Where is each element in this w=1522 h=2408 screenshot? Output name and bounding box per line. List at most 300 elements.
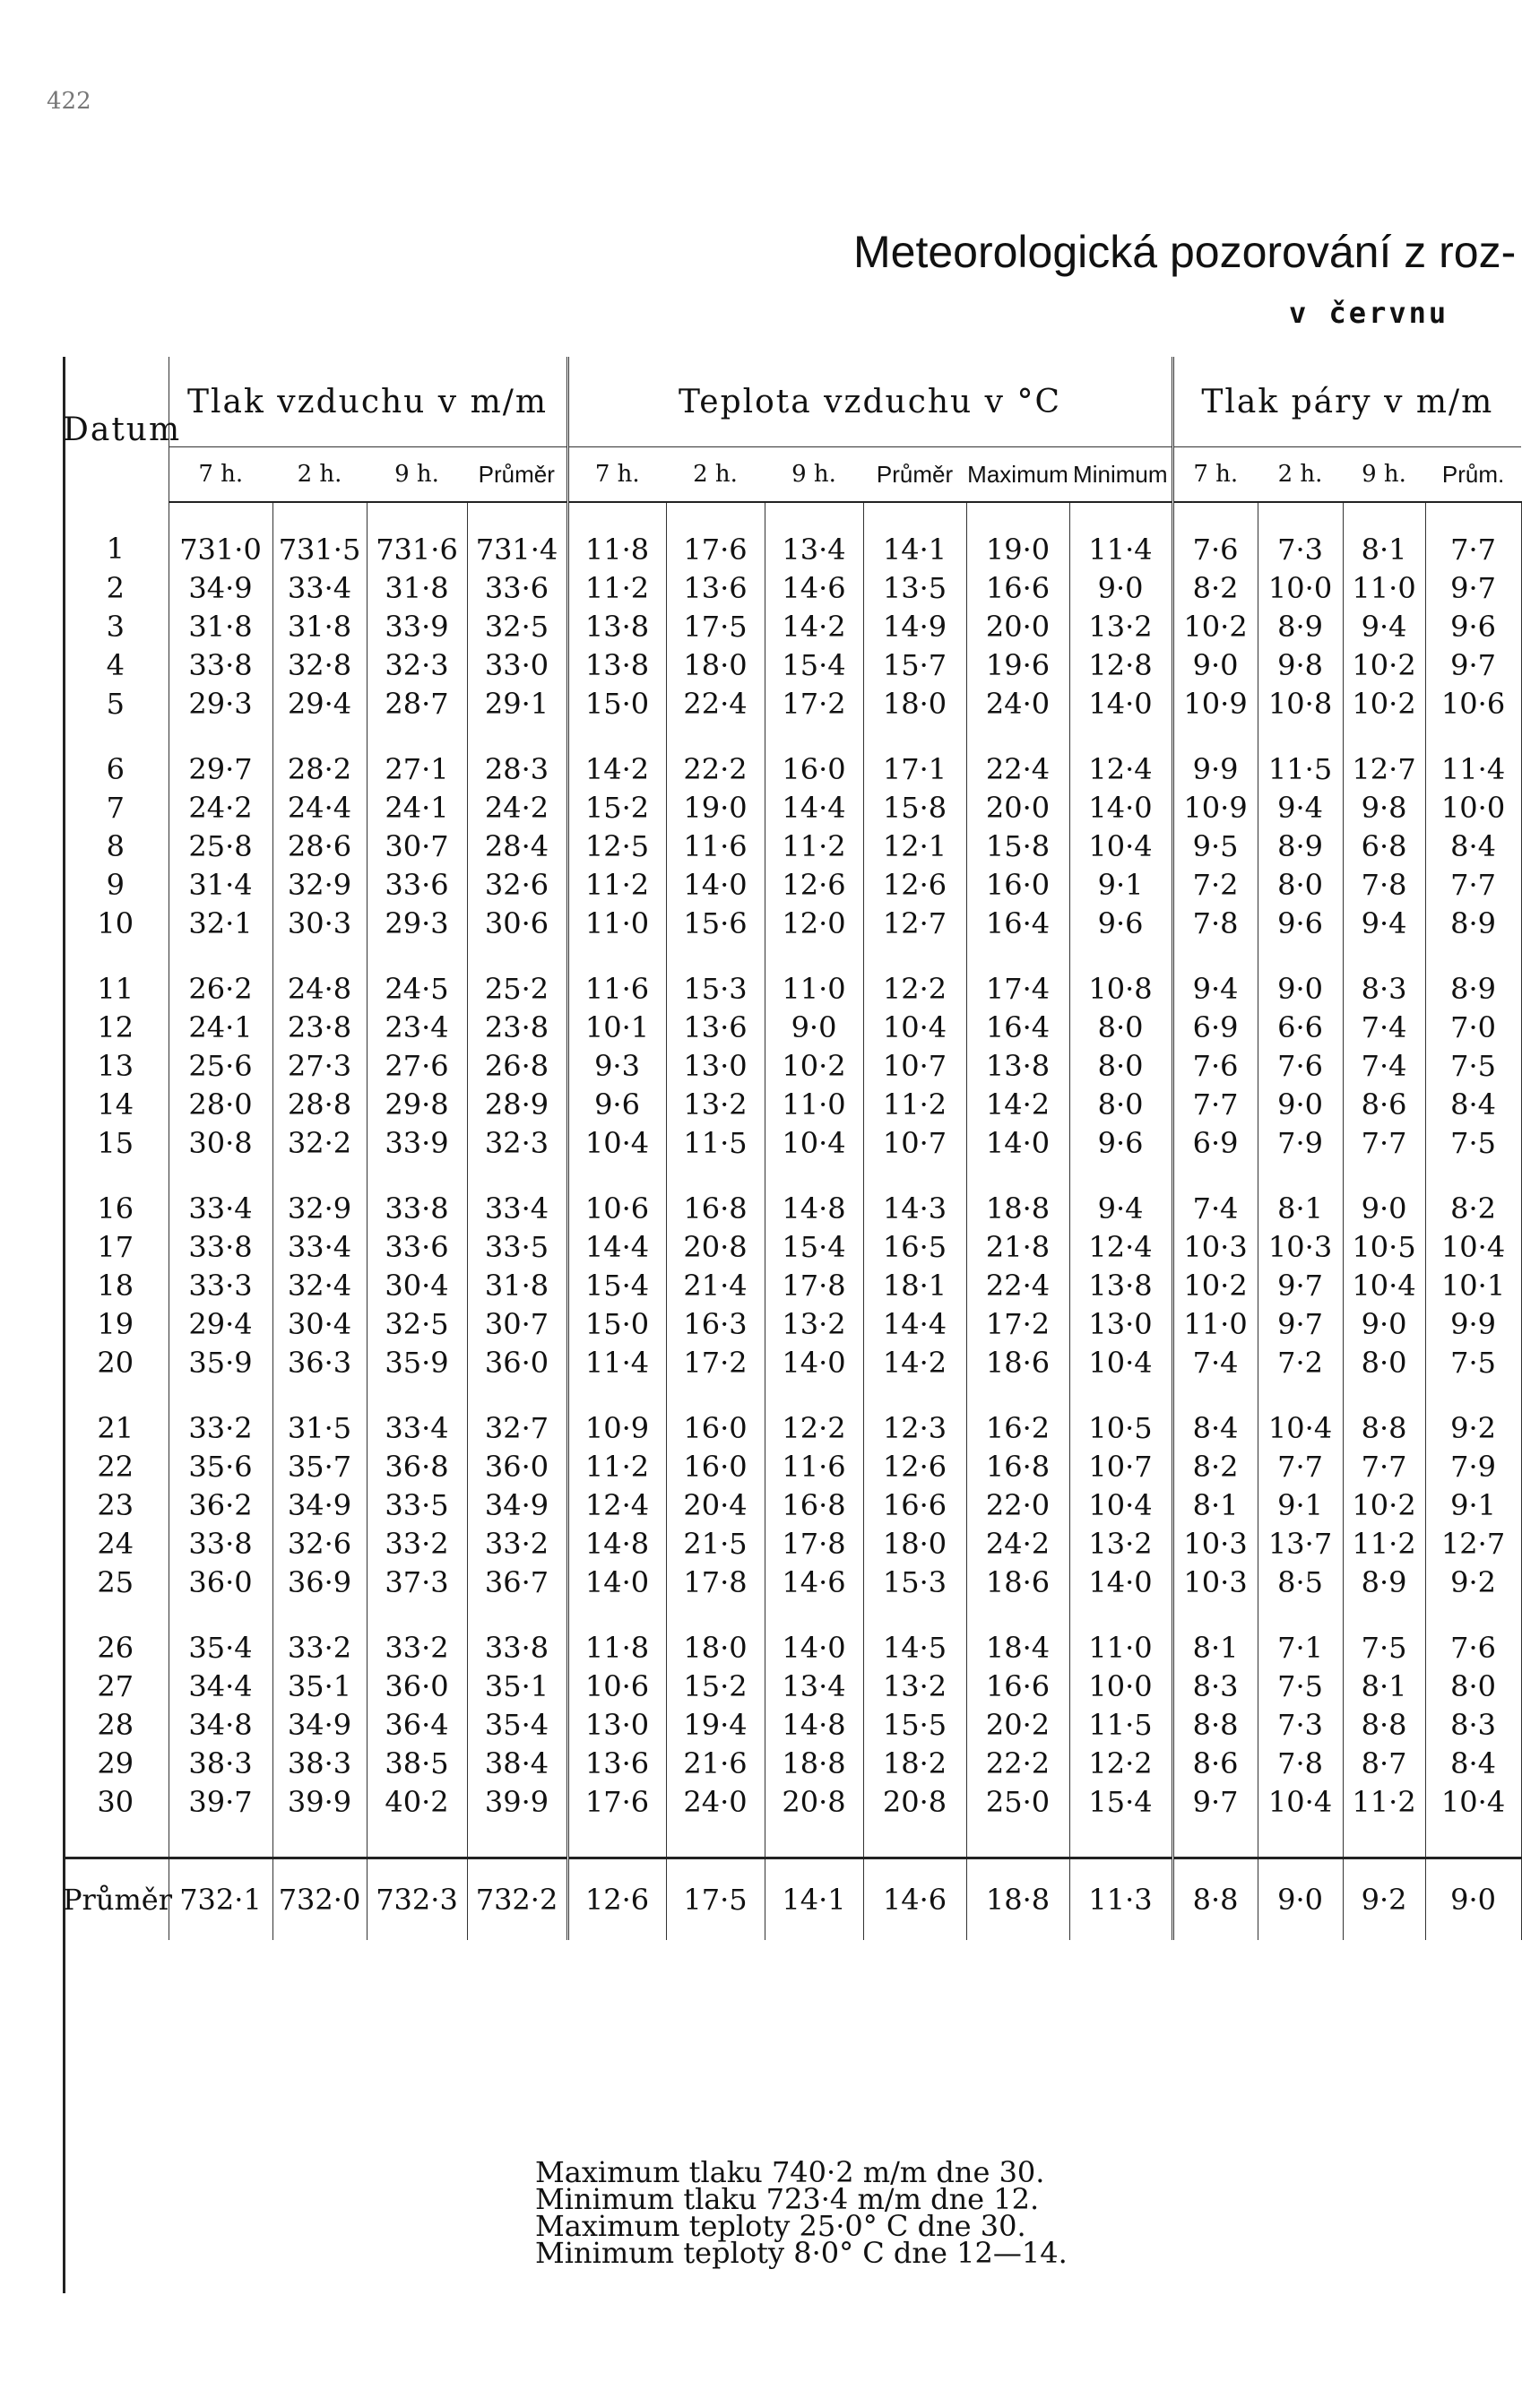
temperature-cell: 15·0 (567, 1304, 666, 1343)
temperature-cell: 10·7 (863, 1046, 966, 1085)
temperature-cell: 10·4 (765, 1123, 863, 1162)
vapour-cell: 7·7 (1425, 502, 1521, 568)
temperature-cell: 14·2 (765, 607, 863, 645)
spacer-cell (1343, 1601, 1425, 1628)
spacer-cell (1069, 942, 1172, 969)
vapour-cell: 9·8 (1258, 645, 1343, 684)
temperature-cell: 20·8 (765, 1782, 863, 1858)
pressure-cell: 39·7 (169, 1782, 272, 1858)
datum-header: Datum (63, 357, 169, 502)
temperature-cell: 16·6 (966, 568, 1069, 607)
temperature-cell: 21·5 (666, 1524, 765, 1563)
spacer-cell (1172, 1382, 1258, 1408)
pressure-cell: 36·8 (367, 1447, 467, 1486)
pressure-cell: 732·0 (272, 1858, 367, 1941)
temperature-cell: 17·2 (765, 684, 863, 723)
spacer-cell (367, 1162, 467, 1189)
spacer-cell (863, 1162, 966, 1189)
vapour-cell: 7·8 (1343, 865, 1425, 904)
vapour-cell: 8·4 (1425, 1085, 1521, 1123)
vapour-cell: 9·7 (1172, 1782, 1258, 1858)
temperature-cell: 16·8 (966, 1447, 1069, 1486)
vapour-cell: 7·1 (1258, 1628, 1343, 1667)
temperature-cell: 20·8 (863, 1782, 966, 1858)
vapour-cell: 10·5 (1343, 1227, 1425, 1266)
pressure-cell: 35·4 (169, 1628, 272, 1667)
vapour-cell: 8·6 (1172, 1744, 1258, 1782)
pressure-cell: 732·3 (367, 1858, 467, 1941)
pressure-cell: 33·4 (169, 1189, 272, 1227)
pressure-cell: 29·4 (169, 1304, 272, 1343)
spacer-cell (1172, 1162, 1258, 1189)
temperature-cell: 10·7 (1069, 1447, 1172, 1486)
vapour-cell: 9·4 (1343, 607, 1425, 645)
vapour-cell: 7·4 (1172, 1189, 1258, 1227)
temperature-cell: 15·5 (863, 1705, 966, 1744)
date-cell: Průměr (63, 1858, 169, 1941)
vapour-group-header: Tlak páry v m/m (1201, 383, 1494, 420)
temperature-cell: 11·2 (863, 1085, 966, 1123)
spacer-cell (666, 1382, 765, 1408)
table-row (63, 684, 1521, 723)
date-cell: 6 (63, 749, 169, 788)
date-cell: 23 (63, 1486, 169, 1524)
pressure-cell: 24·1 (367, 788, 467, 827)
temperature-cell: 15·4 (567, 1266, 666, 1304)
temperature-cell: 11·0 (765, 1085, 863, 1123)
pressure-cell: 33·4 (467, 1189, 567, 1227)
temperature-cell: 15·4 (765, 1227, 863, 1266)
vapour-cell: 9·0 (1172, 645, 1258, 684)
date-cell: 28 (63, 1705, 169, 1744)
vapour-cell: 10·3 (1258, 1227, 1343, 1266)
temperature-cell: 11·5 (1069, 1705, 1172, 1744)
vapour-cell: 10·4 (1258, 1408, 1343, 1447)
pressure-cell: 33·6 (367, 1227, 467, 1266)
vapour-cell: 8·9 (1258, 827, 1343, 865)
pressure-cell: 27·1 (367, 749, 467, 788)
page-subtitle: v červnu (1289, 296, 1449, 330)
pressure-cell: 26·2 (169, 969, 272, 1008)
table-row (63, 1085, 1521, 1123)
vapour-cell: 10·1 (1425, 1266, 1521, 1304)
pressure-cell: 25·6 (169, 1046, 272, 1085)
pressure-cell: 33·6 (367, 865, 467, 904)
temperature-cell: 14·8 (765, 1189, 863, 1227)
table-row (63, 1486, 1521, 1524)
temperature-cell: 10·9 (567, 1408, 666, 1447)
pressure-7h-header: 7 h. (169, 447, 272, 503)
table-row (63, 904, 1521, 942)
pressure-cell: 27·3 (272, 1046, 367, 1085)
pressure-cell: 29·8 (367, 1085, 467, 1123)
table-row (63, 827, 1521, 865)
pressure-cell: 34·9 (272, 1486, 367, 1524)
spacer-cell (367, 723, 467, 749)
vapour-cell: 8·7 (1343, 1744, 1425, 1782)
vapour-cell: 8·4 (1425, 1744, 1521, 1782)
spacer-cell (966, 723, 1069, 749)
table-row (63, 1123, 1521, 1162)
temperature-cell: 17·8 (765, 1524, 863, 1563)
vapour-cell: 9·0 (1425, 1858, 1521, 1941)
vapour-cell: 9·2 (1425, 1563, 1521, 1601)
vapour-cell: 10·2 (1343, 1486, 1425, 1524)
table-row (63, 1782, 1521, 1858)
pressure-cell: 33·5 (467, 1227, 567, 1266)
pressure-cell: 33·4 (272, 568, 367, 607)
spacer-cell (467, 1162, 567, 1189)
pressure-cell: 32·5 (467, 607, 567, 645)
vapour-9h-header: 9 h. (1343, 447, 1425, 503)
vapour-cell: 8·8 (1172, 1705, 1258, 1744)
spacer-cell (863, 1601, 966, 1628)
temperature-cell: 12·6 (765, 865, 863, 904)
temperature-cell: 22·2 (966, 1744, 1069, 1782)
temperature-cell: 14·0 (567, 1563, 666, 1601)
vapour-cell: 7·3 (1258, 502, 1343, 568)
temperature-cell: 10·4 (567, 1123, 666, 1162)
temperature-cell: 11·6 (765, 1447, 863, 1486)
pressure-cell: 38·3 (169, 1744, 272, 1782)
pressure-cell: 731·0 (169, 502, 272, 568)
date-cell: 29 (63, 1744, 169, 1782)
temperature-cell: 19·6 (966, 645, 1069, 684)
pressure-cell: 38·5 (367, 1744, 467, 1782)
pressure-cell: 35·7 (272, 1447, 367, 1486)
vapour-cell: 8·1 (1258, 1189, 1343, 1227)
pressure-group-header: Tlak vzduchu v m/m (169, 357, 567, 447)
spacer-cell (1343, 1382, 1425, 1408)
date-cell: 15 (63, 1123, 169, 1162)
temperature-cell: 17·1 (863, 749, 966, 788)
temperature-cell: 11·5 (666, 1123, 765, 1162)
vapour-cell: 10·4 (1343, 1266, 1425, 1304)
vapour-cell: 7·0 (1425, 1008, 1521, 1046)
temperature-cell: 13·5 (863, 568, 966, 607)
temperature-cell: 16·2 (966, 1408, 1069, 1447)
pressure-cell: 32·2 (272, 1123, 367, 1162)
temperature-cell: 12·1 (863, 827, 966, 865)
temperature-cell: 13·2 (863, 1667, 966, 1705)
temperature-cell: 12·8 (1069, 645, 1172, 684)
row-group-spacer (63, 942, 1521, 969)
vapour-cell: 11·0 (1172, 1304, 1258, 1343)
pressure-cell: 34·4 (169, 1667, 272, 1705)
vapour-cell: 10·2 (1343, 645, 1425, 684)
temperature-cell: 11·8 (567, 1628, 666, 1667)
pressure-cell: 33·4 (272, 1227, 367, 1266)
temperature-cell: 11·4 (1069, 502, 1172, 568)
temperature-maximum-header: Maximum (966, 447, 1069, 503)
vapour-cell: 9·0 (1258, 1085, 1343, 1123)
page-number: 422 (47, 88, 91, 115)
temperature-cell: 14·3 (863, 1189, 966, 1227)
table-row (63, 1008, 1521, 1046)
temperature-cell: 17·5 (666, 1858, 765, 1941)
pressure-cell: 30·4 (272, 1304, 367, 1343)
temperature-cell: 10·7 (863, 1123, 966, 1162)
pressure-cell: 24·4 (272, 788, 367, 827)
pressure-cell: 23·8 (272, 1008, 367, 1046)
pressure-cell: 32·7 (467, 1408, 567, 1447)
vapour-cell: 10·2 (1343, 684, 1425, 723)
temperature-cell: 24·0 (966, 684, 1069, 723)
vapour-cell: 10·2 (1172, 1266, 1258, 1304)
pressure-9h-header: 9 h. (367, 447, 467, 503)
vapour-cell: 10·9 (1172, 684, 1258, 723)
pressure-cell: 30·6 (467, 904, 567, 942)
temperature-cell: 19·0 (966, 502, 1069, 568)
pressure-cell: 30·8 (169, 1123, 272, 1162)
temperature-cell: 11·6 (567, 969, 666, 1008)
pressure-cell: 29·3 (367, 904, 467, 942)
temperature-cell: 17·8 (666, 1563, 765, 1601)
pressure-cell: 28·2 (272, 749, 367, 788)
temperature-cell: 17·5 (666, 607, 765, 645)
temperature-cell: 9·6 (1069, 904, 1172, 942)
vapour-cell: 8·2 (1172, 1447, 1258, 1486)
table-row (63, 1563, 1521, 1601)
temperature-cell: 13·0 (666, 1046, 765, 1085)
temperature-cell: 13·8 (567, 607, 666, 645)
pressure-cell: 28·0 (169, 1085, 272, 1123)
pressure-cell: 33·9 (367, 607, 467, 645)
spacer-cell (169, 1601, 272, 1628)
vapour-cell: 9·7 (1425, 568, 1521, 607)
table-row (63, 1744, 1521, 1782)
temperature-cell: 9·3 (567, 1046, 666, 1085)
vapour-cell: 7·9 (1425, 1447, 1521, 1486)
table-row (63, 1408, 1521, 1447)
pressure-cell: 32·9 (272, 1189, 367, 1227)
temperature-cell: 13·2 (1069, 1524, 1172, 1563)
spacer-cell (169, 942, 272, 969)
temperature-cell: 13·4 (765, 1667, 863, 1705)
temperature-cell: 14·4 (863, 1304, 966, 1343)
spacer-cell (1172, 1601, 1258, 1628)
vapour-cell: 10·6 (1425, 684, 1521, 723)
pressure-cell: 32·3 (367, 645, 467, 684)
temperature-cell: 8·0 (1069, 1046, 1172, 1085)
vapour-cell: 9·0 (1258, 969, 1343, 1008)
pressure-cell: 39·9 (272, 1782, 367, 1858)
pressure-cell: 32·5 (367, 1304, 467, 1343)
temperature-cell: 15·7 (863, 645, 966, 684)
pressure-cell: 31·4 (169, 865, 272, 904)
vapour-cell: 9·1 (1425, 1486, 1521, 1524)
vapour-cell: 9·4 (1172, 969, 1258, 1008)
vapour-cell: 9·2 (1425, 1408, 1521, 1447)
temperature-cell: 20·4 (666, 1486, 765, 1524)
spacer-cell (467, 942, 567, 969)
pressure-cell: 30·3 (272, 904, 367, 942)
temperature-cell: 15·6 (666, 904, 765, 942)
pressure-cell: 31·8 (169, 607, 272, 645)
pressure-cell: 31·8 (272, 607, 367, 645)
temperature-cell: 17·6 (567, 1782, 666, 1858)
vapour-cell: 8·1 (1343, 502, 1425, 568)
temperature-cell: 17·6 (666, 502, 765, 568)
spacer-cell (272, 1601, 367, 1628)
temperature-cell: 13·4 (765, 502, 863, 568)
summary-notes (535, 2155, 1068, 2270)
spacer-cell (467, 1382, 567, 1408)
date-cell: 7 (63, 788, 169, 827)
temperature-cell: 11·2 (765, 827, 863, 865)
pressure-cell: 29·4 (272, 684, 367, 723)
date-cell: 3 (63, 607, 169, 645)
vapour-cell: 7·2 (1172, 865, 1258, 904)
temperature-cell: 10·8 (1069, 969, 1172, 1008)
vapour-cell: 6·6 (1258, 1008, 1343, 1046)
date-cell: 4 (63, 645, 169, 684)
temperature-cell: 16·6 (863, 1486, 966, 1524)
temperature-cell: 13·8 (1069, 1266, 1172, 1304)
table-row (63, 865, 1521, 904)
vapour-cell: 9·6 (1425, 607, 1521, 645)
temperature-cell: 21·6 (666, 1744, 765, 1782)
vapour-cell: 9·7 (1425, 645, 1521, 684)
spacer-cell (765, 1162, 863, 1189)
temperature-cell: 11·2 (567, 568, 666, 607)
temperature-cell: 13·8 (567, 645, 666, 684)
date-cell: 18 (63, 1266, 169, 1304)
date-cell: 25 (63, 1563, 169, 1601)
vapour-cell: 8·5 (1258, 1563, 1343, 1601)
temperature-cell: 16·4 (966, 904, 1069, 942)
spacer-cell (863, 942, 966, 969)
vapour-cell: 8·9 (1258, 607, 1343, 645)
pressure-cell: 34·9 (467, 1486, 567, 1524)
pressure-cell: 33·2 (367, 1524, 467, 1563)
pressure-cell: 732·1 (169, 1858, 272, 1941)
temperature-cell: 17·2 (666, 1343, 765, 1382)
pressure-cell: 731·5 (272, 502, 367, 568)
date-cell: 20 (63, 1343, 169, 1382)
row-group-spacer (63, 1601, 1521, 1628)
table-row (63, 607, 1521, 645)
temperature-cell: 11·2 (567, 1447, 666, 1486)
spacer-cell (1343, 1162, 1425, 1189)
vapour-cell: 9·9 (1172, 749, 1258, 788)
vapour-cell: 9·2 (1343, 1858, 1425, 1941)
pressure-cell: 28·6 (272, 827, 367, 865)
vapour-cell: 8·4 (1425, 827, 1521, 865)
table-row (63, 1447, 1521, 1486)
table-row (63, 788, 1521, 827)
temperature-cell: 15·8 (966, 827, 1069, 865)
spacer-cell (63, 942, 169, 969)
vapour-cell: 7·4 (1343, 1046, 1425, 1085)
temperature-cell: 14·9 (863, 607, 966, 645)
pressure-cell: 24·8 (272, 969, 367, 1008)
temperature-cell: 18·8 (966, 1189, 1069, 1227)
spacer-cell (63, 1601, 169, 1628)
temperature-cell: 12·4 (1069, 749, 1172, 788)
temperature-cell: 12·3 (863, 1408, 966, 1447)
vapour-cell: 8·3 (1172, 1667, 1258, 1705)
vapour-cell: 7·6 (1172, 1046, 1258, 1085)
spacer-cell (666, 723, 765, 749)
pressure-cell: 36·2 (169, 1486, 272, 1524)
spacer-cell (63, 1382, 169, 1408)
date-cell: 27 (63, 1667, 169, 1705)
temperature-cell: 14·0 (765, 1628, 863, 1667)
spacer-cell (966, 942, 1069, 969)
pressure-cell: 38·4 (467, 1744, 567, 1782)
temperature-cell: 20·0 (966, 788, 1069, 827)
temperature-cell: 20·0 (966, 607, 1069, 645)
spacer-cell (863, 723, 966, 749)
pressure-cell: 33·3 (169, 1266, 272, 1304)
spacer-cell (1069, 1162, 1172, 1189)
temperature-cell: 18·6 (966, 1343, 1069, 1382)
temperature-cell: 9·6 (567, 1085, 666, 1123)
note-temperature-max: Maximum teploty 25·0° C dne 30. (535, 2209, 1026, 2243)
date-cell: 16 (63, 1189, 169, 1227)
temperature-cell: 10·6 (567, 1667, 666, 1705)
temperature-cell: 17·4 (966, 969, 1069, 1008)
pressure-cell: 32·8 (272, 645, 367, 684)
temperature-cell: 14·0 (1069, 788, 1172, 827)
pressure-cell: 33·6 (467, 568, 567, 607)
temperature-cell: 18·0 (863, 684, 966, 723)
spacer-cell (666, 1162, 765, 1189)
pressure-cell: 36·9 (272, 1563, 367, 1601)
temperature-cell: 14·6 (765, 568, 863, 607)
pressure-cell: 24·2 (169, 788, 272, 827)
temperature-cell: 22·4 (966, 1266, 1069, 1304)
temperature-cell: 12·6 (863, 865, 966, 904)
temperature-cell: 21·8 (966, 1227, 1069, 1266)
spacer-cell (63, 1162, 169, 1189)
pressure-cell: 24·2 (467, 788, 567, 827)
pressure-cell: 34·9 (169, 568, 272, 607)
pressure-cell: 31·8 (367, 568, 467, 607)
temperature-cell: 12·6 (863, 1447, 966, 1486)
temperature-cell: 11·0 (765, 969, 863, 1008)
spacer-cell (272, 942, 367, 969)
pressure-cell: 29·7 (169, 749, 272, 788)
spacer-cell (765, 1382, 863, 1408)
table-row (63, 1227, 1521, 1266)
vapour-cell: 11·5 (1258, 749, 1343, 788)
date-cell: 24 (63, 1524, 169, 1563)
table-row (63, 568, 1521, 607)
temperature-cell: 14·1 (765, 1858, 863, 1941)
vapour-cell: 8·2 (1172, 568, 1258, 607)
pressure-cell: 33·2 (169, 1408, 272, 1447)
pressure-cell: 33·0 (467, 645, 567, 684)
vapour-cell: 7·4 (1172, 1343, 1258, 1382)
spacer-cell (1425, 1162, 1521, 1189)
vapour-cell: 8·0 (1343, 1343, 1425, 1382)
pressure-cell: 30·4 (367, 1266, 467, 1304)
temperature-cell: 18·0 (863, 1524, 966, 1563)
spacer-cell (1258, 1601, 1343, 1628)
vapour-cell: 7·6 (1425, 1628, 1521, 1667)
temperature-cell: 14·1 (863, 502, 966, 568)
row-group-spacer (63, 1382, 1521, 1408)
vapour-cell: 10·8 (1258, 684, 1343, 723)
vapour-cell: 7·7 (1425, 865, 1521, 904)
temperature-cell: 22·0 (966, 1486, 1069, 1524)
temperature-cell: 11·6 (666, 827, 765, 865)
pressure-cell: 40·2 (367, 1782, 467, 1858)
vapour-cell: 10·0 (1425, 788, 1521, 827)
temperature-cell: 13·0 (1069, 1304, 1172, 1343)
